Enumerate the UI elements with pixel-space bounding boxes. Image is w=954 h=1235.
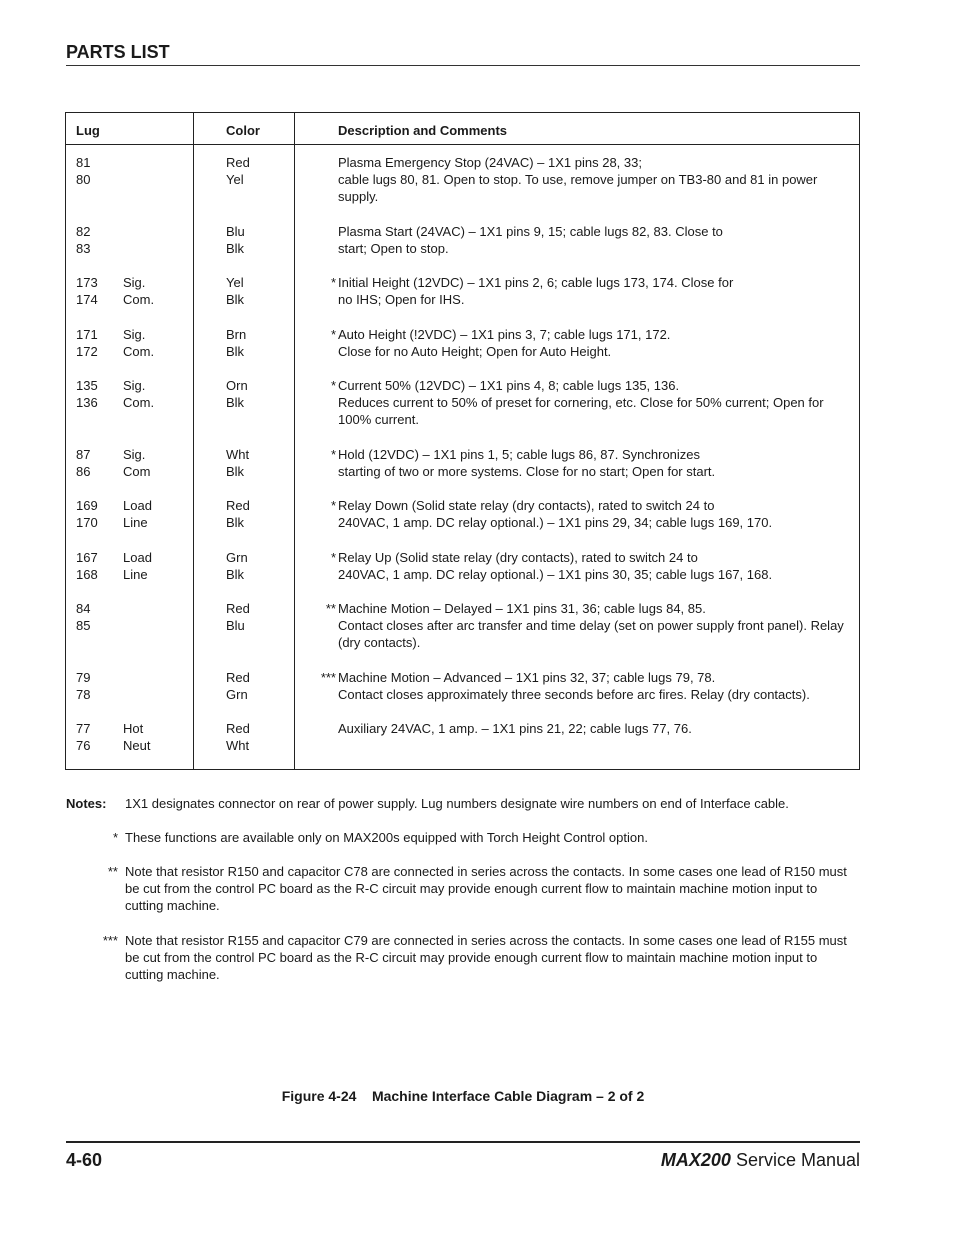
note-marker: *** [102,933,118,948]
column-header-description: Description and Comments [338,123,508,138]
description: Current 50% (12VDC) – 1X1 pins 4, 8; cable lugs 135, 136. Reduces current to 50% of preset for cornering, etc. Close for 50% current; Open for 100% current. [338,378,824,427]
lug-number: 169 [76,498,98,513]
note-marker: ** [107,864,118,879]
lug-number: 78 [76,687,91,702]
footnote-marker: *** [320,670,336,685]
lug-number: 170 [76,515,98,530]
wire-color: Yel [226,172,244,187]
signal-label: Com. [123,344,155,359]
manual-name: Service Manual [730,1150,860,1170]
description: Initial Height (12VDC) – 1X1 pins 2, 6; cable lugs 173, 174. Close for no IHS; Open for IHS. [338,275,734,307]
lug-number: 84 [76,601,91,616]
wire-color: Red [226,601,250,616]
description: Auxiliary 24VAC, 1 amp. – 1X1 pins 21, 22; cable lugs 77, 76. [338,721,692,736]
signal-label: Com. [123,292,155,307]
lug-number: 79 [76,670,91,685]
header-divider [66,144,859,145]
lug-number: 174 [76,292,98,307]
description: Plasma Start (24VAC) – 1X1 pins 9, 15; cable lugs 82, 83. Close to start; Open to stop. [338,224,723,256]
lug-number: 168 [76,567,98,582]
wire-color: Blk [226,515,245,530]
figure-caption: Figure 4-24 Machine Interface Cable Diagram – 2 of 2 [281,1088,645,1104]
footnote-marker: * [330,378,336,393]
lug-number: 82 [76,224,91,239]
signal-label: Sig. [123,327,146,342]
description: Relay Up (Solid state relay (dry contacts), rated to switch 24 to 240VAC, 1 amp. DC relay optional.) – 1X1 pins 30, 35; cable lugs 167, 168. [338,550,773,582]
wire-color: Wht [226,447,250,462]
wire-color: Orn [226,378,248,393]
column-header-color: Color [226,123,260,138]
description: Relay Down (Solid state relay (dry contacts), rated to switch 24 to 240VAC, 1 amp. DC relay optional.) – 1X1 pins 29, 34; cable lugs 169, 170. [338,498,773,530]
lug-number: 81 [76,155,91,170]
description: Machine Motion – Advanced – 1X1 pins 32, 37; cable lugs 79, 78. Contact closes approximately three seconds before arc fires. Relay (dry contacts). [338,670,810,702]
wire-color: Blk [226,344,245,359]
footnote-marker: * [330,498,336,513]
column-divider-1 [193,113,194,769]
note-text: 1X1 designates connector on rear of power supply. Lug numbers designate wire numbers on end of Interface cable. [125,796,789,811]
lug-number: 77 [76,721,91,736]
note-text: These functions are available only on MAX200s equipped with Torch Height Control option. [125,830,648,845]
description: Machine Motion – Delayed – 1X1 pins 31, 36; cable lugs 84, 85. Contact closes after arc transfer and time delay (set on power supply front panel). Relay (dry contacts). [338,601,844,650]
wire-color: Blk [226,241,245,256]
description: Hold (12VDC) – 1X1 pins 1, 5; cable lugs 86, 87. Synchronizes starting of two or more systems. Close for no start; Open for start. [338,447,716,479]
lug-number: 80 [76,172,91,187]
wire-color: Blu [226,224,245,239]
footnote-marker: * [330,447,336,462]
wire-color: Grn [226,550,248,565]
wire-color: Red [226,721,250,736]
top-rule [66,65,860,66]
signal-label: Load [123,550,152,565]
lug-number: 86 [76,464,91,479]
note-text: Note that resistor R155 and capacitor C79 are connected in series across the contacts. In some cases one lead of R155 must be cut from the control PC board as the R-C circuit may provide enough current flow to maintain machine motion input to cutting machine. [125,933,847,982]
note-text: Note that resistor R150 and capacitor C78 are connected in series across the contacts. In some cases one lead of R150 must be cut from the control PC board as the R-C circuit may provide enough current flow to maintain machine motion input to cutting machine. [125,864,847,913]
signal-label: Com. [123,395,155,410]
lug-number: 172 [76,344,98,359]
signal-label: Load [123,498,152,513]
column-header-lug: Lug [76,123,100,138]
lug-number: 85 [76,618,91,633]
signal-label: Com [123,464,151,479]
wire-color: Blk [226,292,245,307]
description: Plasma Emergency Stop (24VAC) – 1X1 pins 28, 33; cable lugs 80, 81. Open to stop. To use, remove jumper on TB3-80 and 81 in power supply. [338,155,818,204]
wire-color: Brn [226,327,247,342]
wire-color: Red [226,670,250,685]
signal-label: Sig. [123,447,146,462]
wire-color: Blk [226,395,245,410]
notes-heading: Notes: [66,796,107,811]
signal-label: Hot [123,721,144,736]
signal-label: Sig. [123,378,146,393]
lug-number: 135 [76,378,98,393]
lug-number: 136 [76,395,98,410]
wire-color: Red [226,498,250,513]
lug-number: 87 [76,447,91,462]
wire-color: Blk [226,567,245,582]
section-title: PARTS LIST [66,42,170,62]
lug-number: 83 [76,241,91,256]
note-marker: * [112,830,118,845]
lug-number: 173 [76,275,98,290]
product-brand: MAX200 [660,1150,731,1170]
wire-color: Yel [226,275,244,290]
lug-number: 167 [76,550,98,565]
manual-title [661,1150,860,1171]
wire-color: Red [226,155,250,170]
footnote-marker: ** [325,601,336,616]
page-number: 4-60 [66,1150,103,1170]
wire-color: Wht [226,738,250,753]
footnote-marker: * [330,550,336,565]
footnote-marker: * [330,327,336,342]
description: Auto Height (!2VDC) – 1X1 pins 3, 7; cable lugs 171, 172. Close for no Auto Height; Open for Auto Height. [338,327,671,359]
footnote-marker: * [330,275,336,290]
lug-number: 171 [76,327,98,342]
bottom-rule [66,1141,860,1143]
signal-label: Line [123,567,148,582]
interface-table [65,112,860,770]
wire-color: Blk [226,464,245,479]
lug-number: 76 [76,738,91,753]
signal-label: Line [123,515,148,530]
wire-color: Grn [226,687,248,702]
signal-label: Sig. [123,275,146,290]
signal-label: Neut [123,738,151,753]
wire-color: Blu [226,618,245,633]
